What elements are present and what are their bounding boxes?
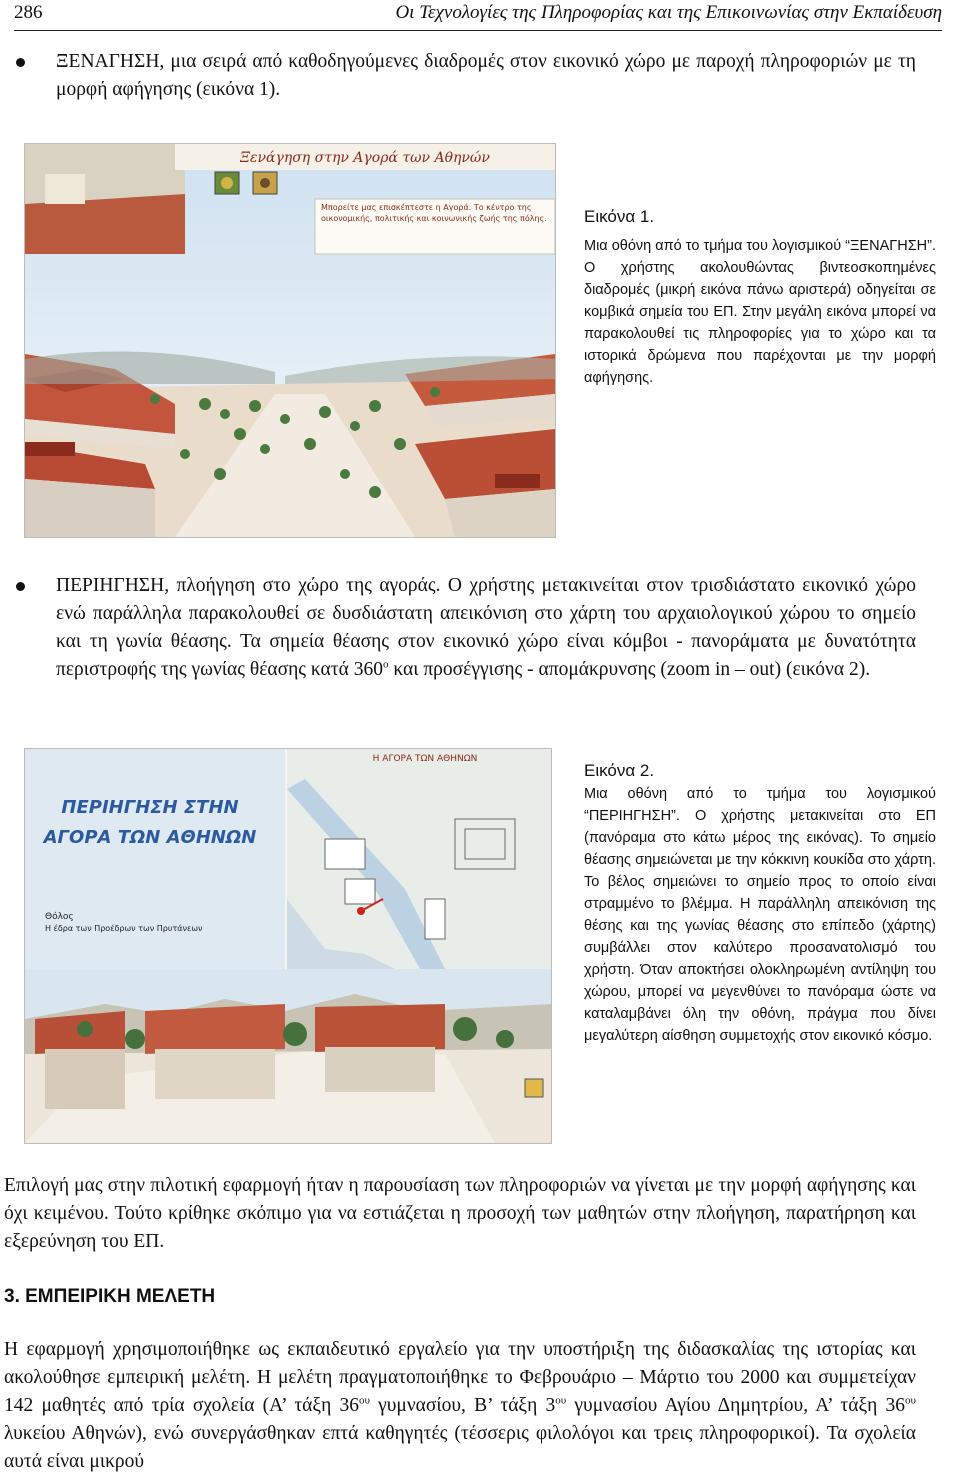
figure2-scene bbox=[25, 749, 551, 1143]
section3-paragraph: Η εφαρμογή χρησιμοποιήθηκε ως εκπαιδευτικό εργαλείο για την υποστήριξη της διδασκαλίας της ιστορίας και ακολούθησε εμπειρική μελέτη. Η μελέτη πραγματοποιήθηκε το Φεβρουάριο – Μάρτιο του 2000 και συμμετείχαν 142 μαθητές από τρία σχολεία (Α’ τάξη $36^{o\upsilon}$ γυμνασίου, Β’ τάξη $3^{o\upsilon}$ γυμνασίου Αγίου Δημητρίου, Α’ τάξη $36^{o\upsilon}$ λυκείου Αθηνών), ενώ συνεργάσθηκαν επτά καθηγητές (τέσσερις φιλολόγοι και τρεις πληροφορικοί). Τα σχολεία αυτά είναι μικρού bbox=[4, 1339, 916, 1472]
figure2-title-line2: ΑΓΟΡΑ ΤΩΝ ΑΘΗΝΩΝ bbox=[43, 827, 257, 848]
bullet-xenagisi: ΞΕΝΑΓΗΣΗ, μια σειρά από καθοδηγούμενες διαδρομές στον εικονικό χώρο με παροχή πληροφοριών με τη μορφή αφήγησης (εικόνα 1). bbox=[56, 51, 916, 100]
figure1-info-text: Μπορείτε μας επισκέπτεστε η Αγορά. Το κέντρο της οικονομικής, πολιτικής και κοινωνικής ζωής της πόλης. bbox=[321, 203, 547, 223]
figure1-scene bbox=[25, 144, 555, 537]
page-header bbox=[14, 0, 942, 31]
figure2-map-title: Η ΑΓΟΡΑ ΤΩΝ ΑΘΗΝΩΝ bbox=[372, 754, 478, 764]
figure1-screenshot bbox=[24, 143, 556, 538]
bullet-icon bbox=[16, 582, 25, 591]
section-heading: 3. ΕΜΠΕΙΡΙΚΗ ΜΕΛΕΤΗ bbox=[4, 1286, 216, 1307]
figure1-caption-title: Εικόνα 1. bbox=[584, 207, 655, 226]
figure2-screenshot bbox=[24, 748, 552, 1144]
zoom-button-icon bbox=[525, 1079, 543, 1097]
bullet-icon bbox=[16, 58, 25, 67]
figure2-caption-text: Μια οθόνη από το τμήμα του λογισμικού “ΠΕΡΙΗΓΗΣΗ”. Ο χρήστης μετακινείται στο ΕΠ (πανόραμα στο κάτω μέρος της εικόνας). Το σημείο θέασης σημειώνεται με την κόκκινη κουκίδα στο χάρτη. Το βέλος σημειώνει το σημείο προς το οποίο είναι στραμμένο το βλέμμα. Η παράλληλη απεικόνιση της θέσης και της γωνίας θέασης στο επίπεδο (χάρτης) συμβάλλει στον καλύτερο προσανατολισμό του χρήστη. Όταν αποκτήσει ολοκληρωμένη αντίληψη του χώρου, μπορεί να μεγενθύνει το πανόραμα ώστε να καταλαμβάνει όλη την οθόνη, πράγμα που δίνει μεγαλύτερη αίσθηση συμμετοχής στον εικονικό κόσμο. bbox=[584, 786, 936, 1044]
figure2-location-line1: Θόλος bbox=[45, 912, 74, 922]
paragraph-narration-choice: Επιλογή μας στην πιλοτική εφαρμογή ήταν η παρουσίαση των πληροφοριών να γίνεται με την μορφή αφήγησης και όχι κειμένου. Τούτο κρίθηκε σκόπιμο για να εστιάζεται η προσοχή των μαθητών στην πλοήγηση, παρατήρηση και εξερεύνηση του ΕΠ. bbox=[4, 1175, 916, 1252]
bullet-periigisi: ΠΕΡΙΗΓΗΣΗ, πλοήγηση στο χώρο της αγοράς. Ο χρήστης μετακινείται στον τρισδιάστατο εικονικό χώρο ενώ παράλληλα παρακολουθεί σε δυσδιάστατη απεικόνιση στο χάρτη του αρχαιολογικού χώρου το σημείο και τη γωνία θέασης. Τα σημεία θέασης στον εικονικό χώρο είναι κόμβοι - πανοράματα με δυνατότητα περιστροφής της γωνίας θέασης κατά $360^o$ και προσέγγισης - απομάκρυνσης (zoom in – out) (εικόνα 2). bbox=[56, 575, 916, 680]
running-title: Οι Τεχνολογίες της Πληροφορίας και της Επικοινωνίας στην Εκπαίδευση bbox=[395, 2, 942, 23]
figure2-title-line1: ΠΕΡΙΗΓΗΣΗ ΣΤΗΝ bbox=[61, 797, 239, 818]
page-number: 286 bbox=[14, 2, 43, 23]
figure1-caption-text: Μια οθόνη από το τμήμα του λογισμικού “ΞΕΝΑΓΗΣΗ”. Ο χρήστης ακολουθώντας βιντεοσκοπημένες διαδρομές (μικρή εικόνα πάνω αριστερά) οδηγείται σε κομβικά σημεία του ΕΠ. Στην μεγάλη εικόνα μπορεί να παρακολουθεί τις πληροφορίες για το χώρο και τα ιστορικά δρώμενα που παρέχονται με την μορφή αφήγησης. bbox=[584, 238, 936, 386]
figure2-location-line2: Η έδρα των Προέδρων των Πρυτάνεων bbox=[45, 924, 203, 933]
figure1-banner: Ξενάγηση στην Αγορά των Αθηνών bbox=[240, 150, 490, 166]
figure2-caption-title: Εικόνα 2. bbox=[584, 761, 655, 780]
